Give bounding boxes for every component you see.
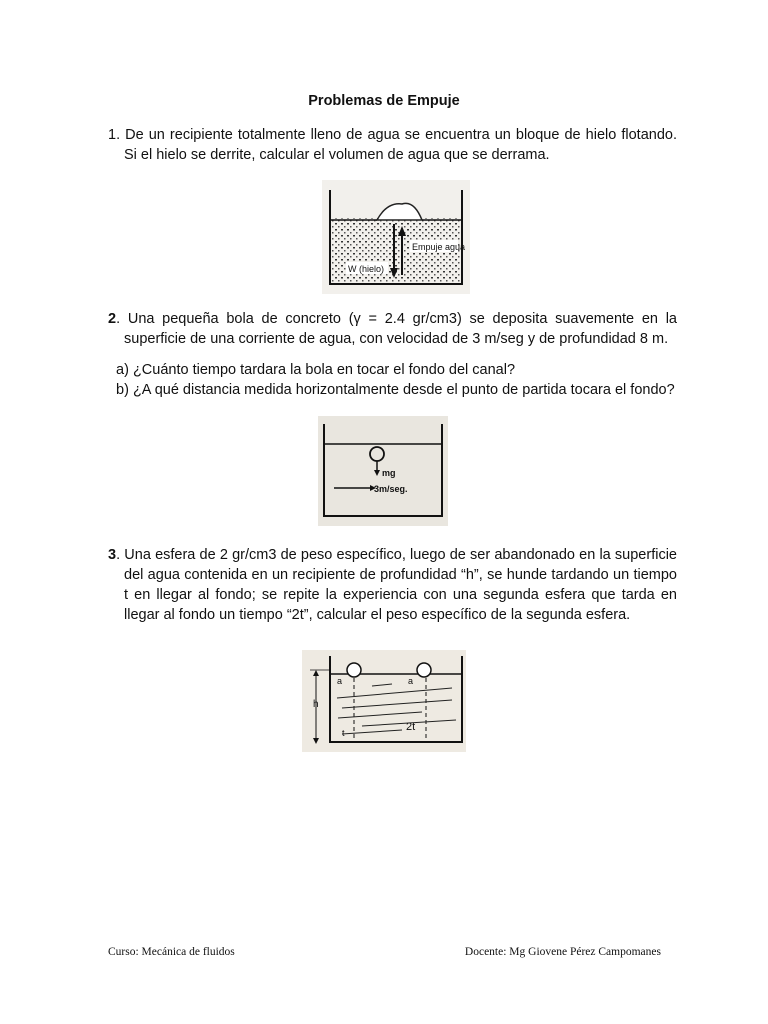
problem-3-number: 3: [108, 547, 117, 563]
footer-teacher: Docente: Mg Giovene Pérez Campomanes: [464, 946, 661, 958]
footer-course: Curso: Mecánica de fluidos: [108, 946, 235, 958]
problem-2-question-a: a) ¿Cuánto tiempo tardara la bola en tocar el fondo del canal?: [116, 362, 516, 378]
problem-1: [108, 125, 677, 165]
problem-3-text: . Una esfera de 2 gr/cm3 de peso específico, luego de ser abandonado en la superficie del agua contenida en un recipiente de profundidad “h”, se hunde tardando un tiempo t en llegar al fondo; se repite la experiencia con una segunda esfera que tarda en llegar al fondo un tiempo “2t”, calcular el peso específico de la segunda esfera.: [116, 547, 677, 623]
problem-2-question-b: b) ¿A qué distancia medida horizontalmente desde el punto de partida tocara el fondo?: [116, 382, 675, 398]
figure-2-mg-label: mg: [382, 468, 396, 478]
figure-3-a1-label: a: [337, 676, 343, 686]
figure-two-spheres: [302, 650, 466, 752]
figure-ice-block: [322, 180, 470, 294]
problem-2-text: . Una pequeña bola de concreto (γ = 2.4 gr/cm3) se deposita suavemente en la superficie de una corriente de agua, con velocidad de 3 m/seg y de profundidad 8 m.: [116, 311, 677, 347]
page-title: Problemas de Empuje: [308, 93, 460, 109]
problem-1-text: De un recipiente totalmente lleno de agua se encuentra un bloque de hielo flotando. Si el hielo se derrite, calcular el volumen de agua que se derrama.: [124, 127, 677, 163]
problem-3: [108, 545, 677, 625]
figure-1-weight-label: W (hielo): [348, 264, 385, 274]
figure-3-t-label: t: [342, 728, 345, 738]
figure-ball-channel: [318, 416, 448, 526]
figure-3-2t-label: 2t: [406, 721, 416, 733]
figure-1-force-label: Empuje agua: [412, 242, 466, 252]
problem-2-number: 2: [108, 311, 117, 327]
problem-2: [108, 309, 677, 349]
figure-3-h-label: h: [313, 699, 319, 710]
figure-3-a2-label: a: [408, 676, 414, 686]
problem-1-number: 1.: [108, 127, 121, 143]
figure-2-velocity-label: 3m/seg.: [374, 484, 408, 494]
